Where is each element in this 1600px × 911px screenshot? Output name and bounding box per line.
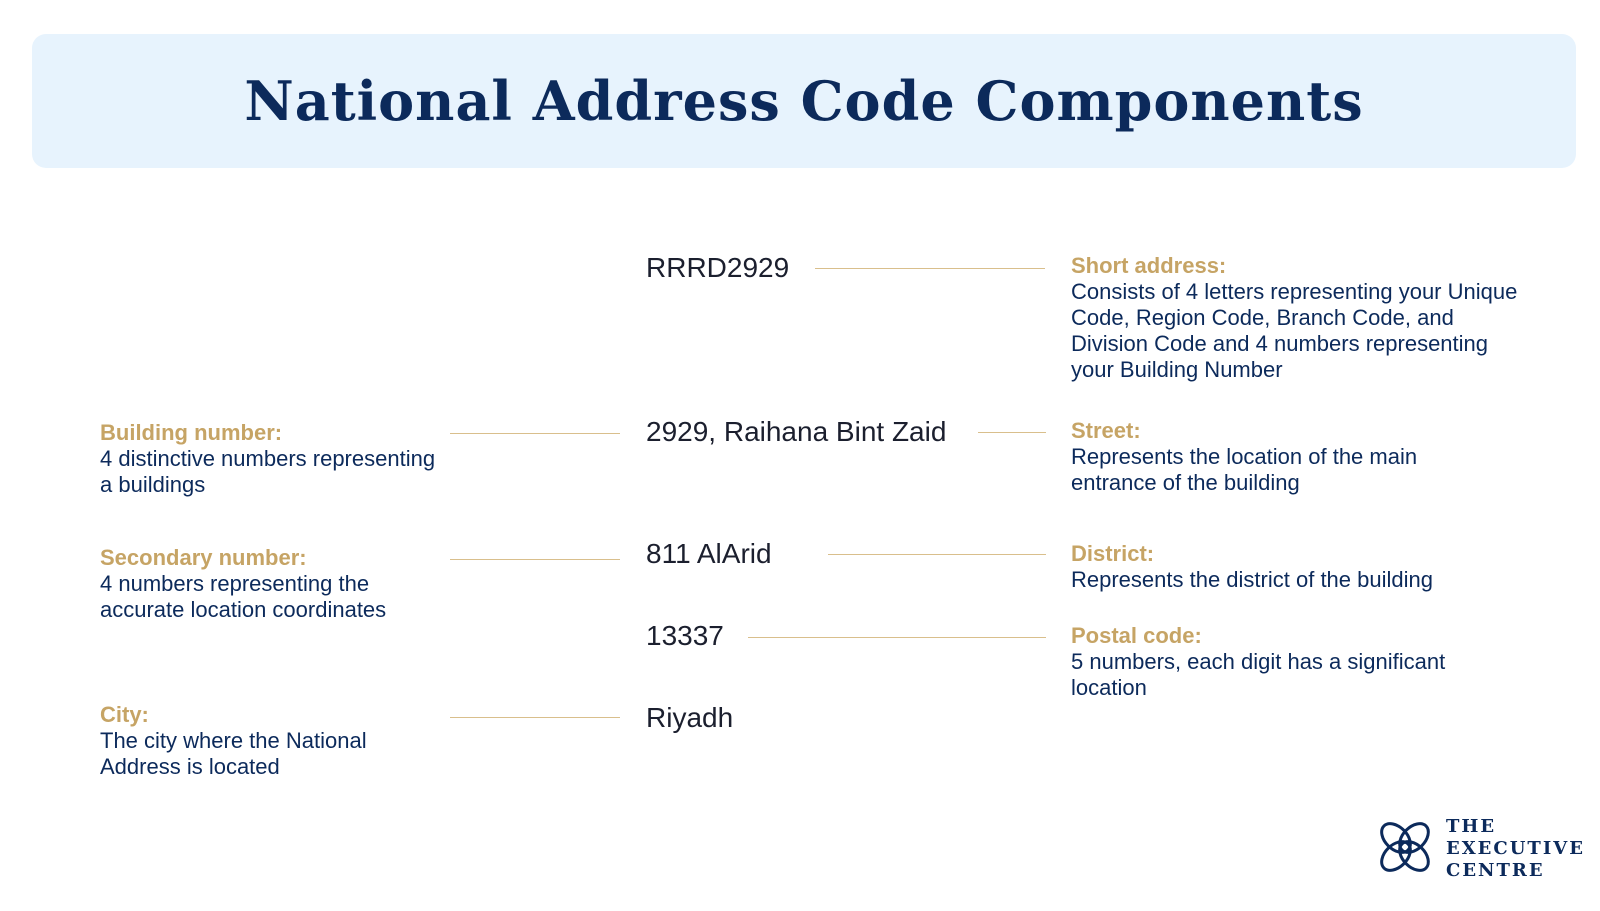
description-label: Building number: — [100, 420, 283, 445]
description-label: District: — [1071, 541, 1155, 566]
building-number-connector — [450, 433, 620, 434]
page-title: National Address Code Components — [244, 69, 1364, 133]
building-street-value: 2929, Raihana Bint Zaid — [646, 416, 947, 447]
district-connector — [828, 554, 1046, 555]
description-text: Consists of 4 letters representing your Unique Code, Region Code, Branch Code, and Division Code and 4 numbers representing your Building Number — [1071, 279, 1518, 382]
street-connector — [978, 432, 1046, 433]
street-description — [1071, 418, 1491, 496]
secondary-district-value: 811 AlArid — [646, 538, 772, 569]
postal-code-connector — [748, 637, 1046, 638]
description-text: The city where the National Address is located — [100, 728, 367, 779]
title-banner — [32, 34, 1576, 168]
logo-line: EXECUTIVE — [1446, 838, 1585, 859]
description-text: 5 numbers, each digit has a significant location — [1071, 649, 1446, 700]
secondary-number-description — [100, 545, 440, 623]
description-label: Short address: — [1071, 253, 1227, 278]
description-text: Represents the location of the main entrance of the building — [1071, 444, 1418, 495]
logo-line: CENTRE — [1446, 860, 1545, 881]
short-address-connector — [815, 268, 1045, 269]
description-text: 4 distinctive numbers representing a buildings — [100, 446, 436, 497]
description-label: City: — [100, 702, 149, 727]
postal-code-value: 13337 — [646, 620, 724, 651]
district-description — [1071, 541, 1551, 593]
description-text: 4 numbers representing the accurate location coordinates — [100, 571, 387, 622]
secondary-number-connector — [450, 559, 620, 560]
logo-wordmark — [1446, 816, 1585, 882]
description-label: Postal code: — [1071, 623, 1202, 648]
description-label: Street: — [1071, 418, 1141, 443]
description-label: Secondary number: — [100, 545, 307, 570]
interlocking-rings-icon — [1374, 816, 1436, 878]
city-connector — [450, 717, 620, 718]
city-value: Riyadh — [646, 702, 734, 733]
short-address-description — [1071, 253, 1531, 383]
building-number-description — [100, 420, 440, 498]
executive-centre-logo — [1374, 816, 1600, 882]
description-text: Represents the district of the building — [1071, 567, 1433, 592]
logo-line: THE — [1446, 816, 1497, 837]
postal-code-description — [1071, 623, 1511, 701]
short-address-value: RRRD2929 — [646, 252, 790, 283]
city-description — [100, 702, 430, 780]
